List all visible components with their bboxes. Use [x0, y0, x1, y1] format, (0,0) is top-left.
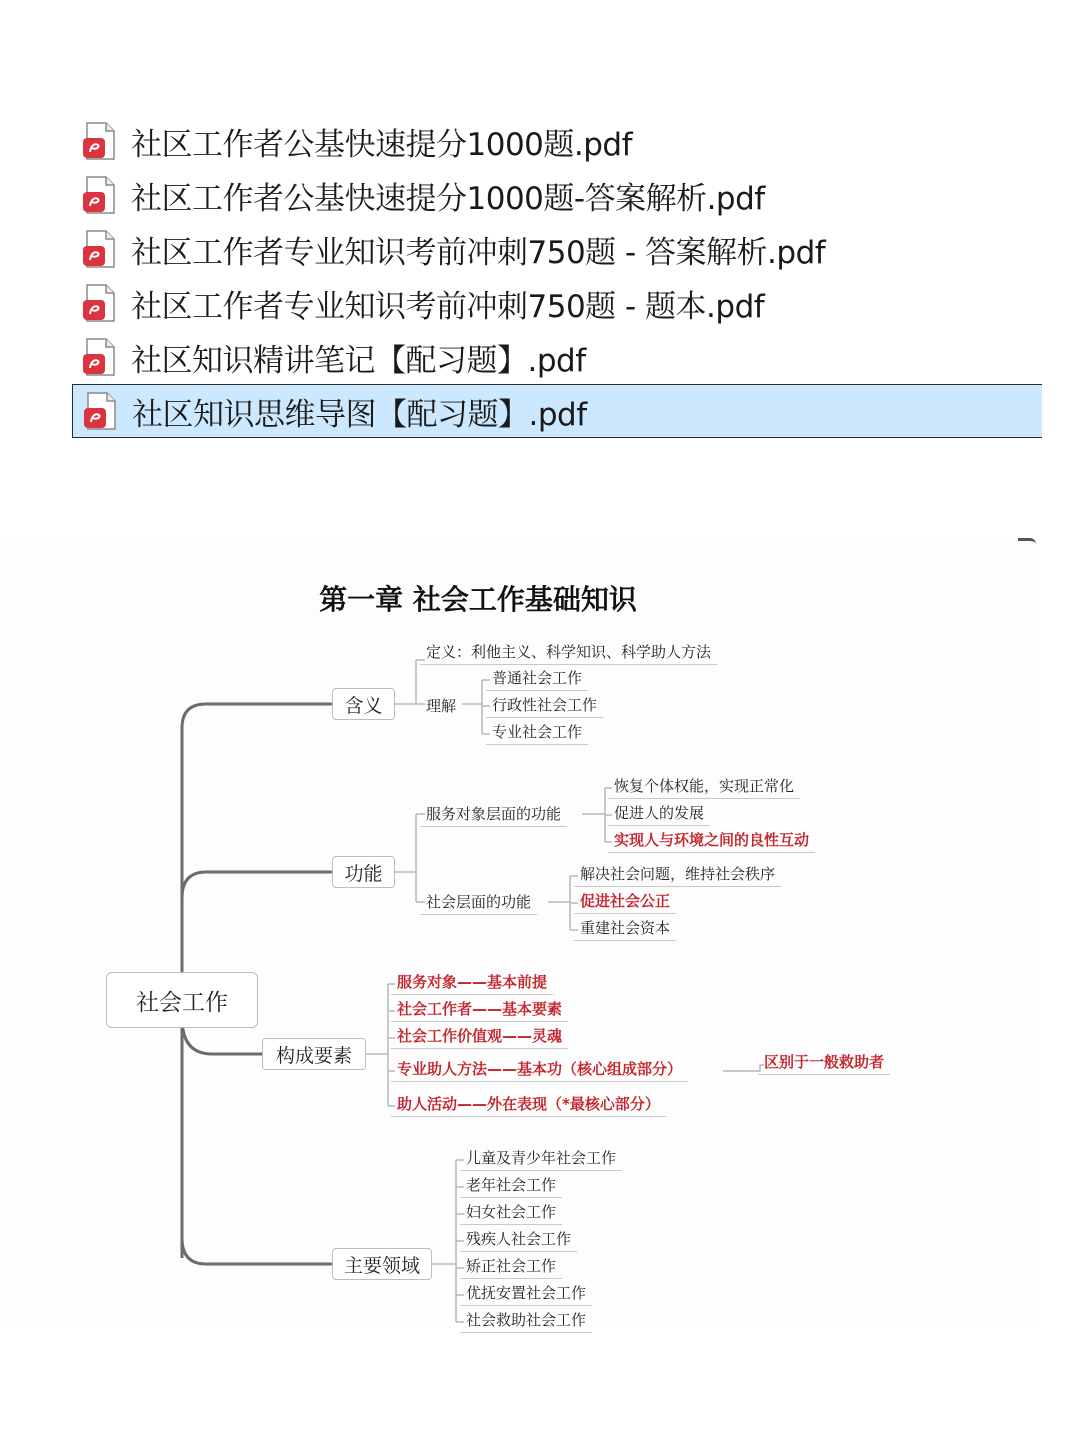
field-item: 妇女社会工作 — [460, 1202, 562, 1225]
field-item: 矫正社会工作 — [460, 1256, 562, 1279]
client-function-item: 恢复个体权能，实现正常化 — [608, 776, 800, 799]
mindmap-image — [0, 538, 1040, 1328]
file-row[interactable] — [72, 276, 1042, 330]
file-row-selected[interactable] — [72, 384, 1042, 438]
file-row[interactable] — [72, 114, 1042, 168]
file-row[interactable] — [72, 168, 1042, 222]
pdf-file-icon — [83, 391, 119, 431]
field-item: 社会救助社会工作 — [460, 1310, 592, 1333]
mindmap-title: 第一章 社会工作基础知识 — [319, 583, 637, 616]
pdf-file-icon — [82, 283, 118, 323]
element-note: 区别于一般救助者 — [758, 1052, 890, 1075]
branch-meaning: 含义 — [332, 688, 395, 720]
client-level-function: 服务对象层面的功能 — [420, 804, 567, 827]
client-function-item: 促进人的发展 — [608, 803, 710, 826]
file-name: 社区知识思维导图【配习题】.pdf — [132, 396, 587, 433]
element-item: 助人活动——外在表现（*最核心部分） — [391, 1094, 666, 1117]
element-item: 社会工作者——基本要素 — [391, 999, 568, 1022]
branch-function: 功能 — [332, 856, 395, 888]
field-item: 老年社会工作 — [460, 1175, 562, 1198]
meaning-understanding: 理解 — [426, 697, 457, 715]
society-function-item: 重建社会资本 — [574, 918, 676, 941]
field-item: 残疾人社会工作 — [460, 1229, 577, 1252]
field-item: 儿童及青少年社会工作 — [460, 1148, 622, 1171]
file-name: 社区工作者专业知识考前冲刺750题 - 答案解析.pdf — [131, 234, 826, 271]
root-node: 社会工作 — [106, 972, 258, 1028]
pdf-file-icon — [82, 229, 118, 269]
element-item: 服务对象——基本前提 — [391, 972, 553, 995]
understanding-item: 专业社会工作 — [486, 722, 588, 745]
pdf-file-icon — [82, 175, 118, 215]
society-function-item: 促进社会公正 — [574, 891, 676, 914]
file-row[interactable] — [72, 330, 1042, 384]
branch-fields: 主要领域 — [332, 1248, 432, 1280]
file-name: 社区工作者公基快速提分1000题-答案解析.pdf — [131, 180, 765, 217]
file-name: 社区工作者专业知识考前冲刺750题 - 题本.pdf — [131, 288, 765, 325]
understanding-item: 行政性社会工作 — [486, 695, 603, 718]
element-item: 专业助人方法——基本功（核心组成部分） — [391, 1059, 688, 1082]
file-name: 社区知识精讲笔记【配习题】.pdf — [131, 342, 586, 379]
client-function-item: 实现人与环境之间的良性互动 — [608, 830, 815, 853]
branch-elements: 构成要素 — [262, 1038, 366, 1070]
pdf-file-icon — [82, 337, 118, 377]
file-name: 社区工作者公基快速提分1000题.pdf — [131, 126, 633, 163]
pdf-file-icon — [82, 121, 118, 161]
society-level-function: 社会层面的功能 — [420, 892, 537, 915]
society-function-item: 解决社会问题，维持社会秩序 — [574, 864, 781, 887]
file-row[interactable] — [72, 222, 1042, 276]
element-item: 社会工作价值观——灵魂 — [391, 1026, 568, 1049]
understanding-item: 普通社会工作 — [486, 668, 588, 691]
meaning-definition: 定义：利他主义、科学知识、科学助人方法 — [420, 642, 717, 665]
field-item: 优抚安置社会工作 — [460, 1283, 592, 1306]
